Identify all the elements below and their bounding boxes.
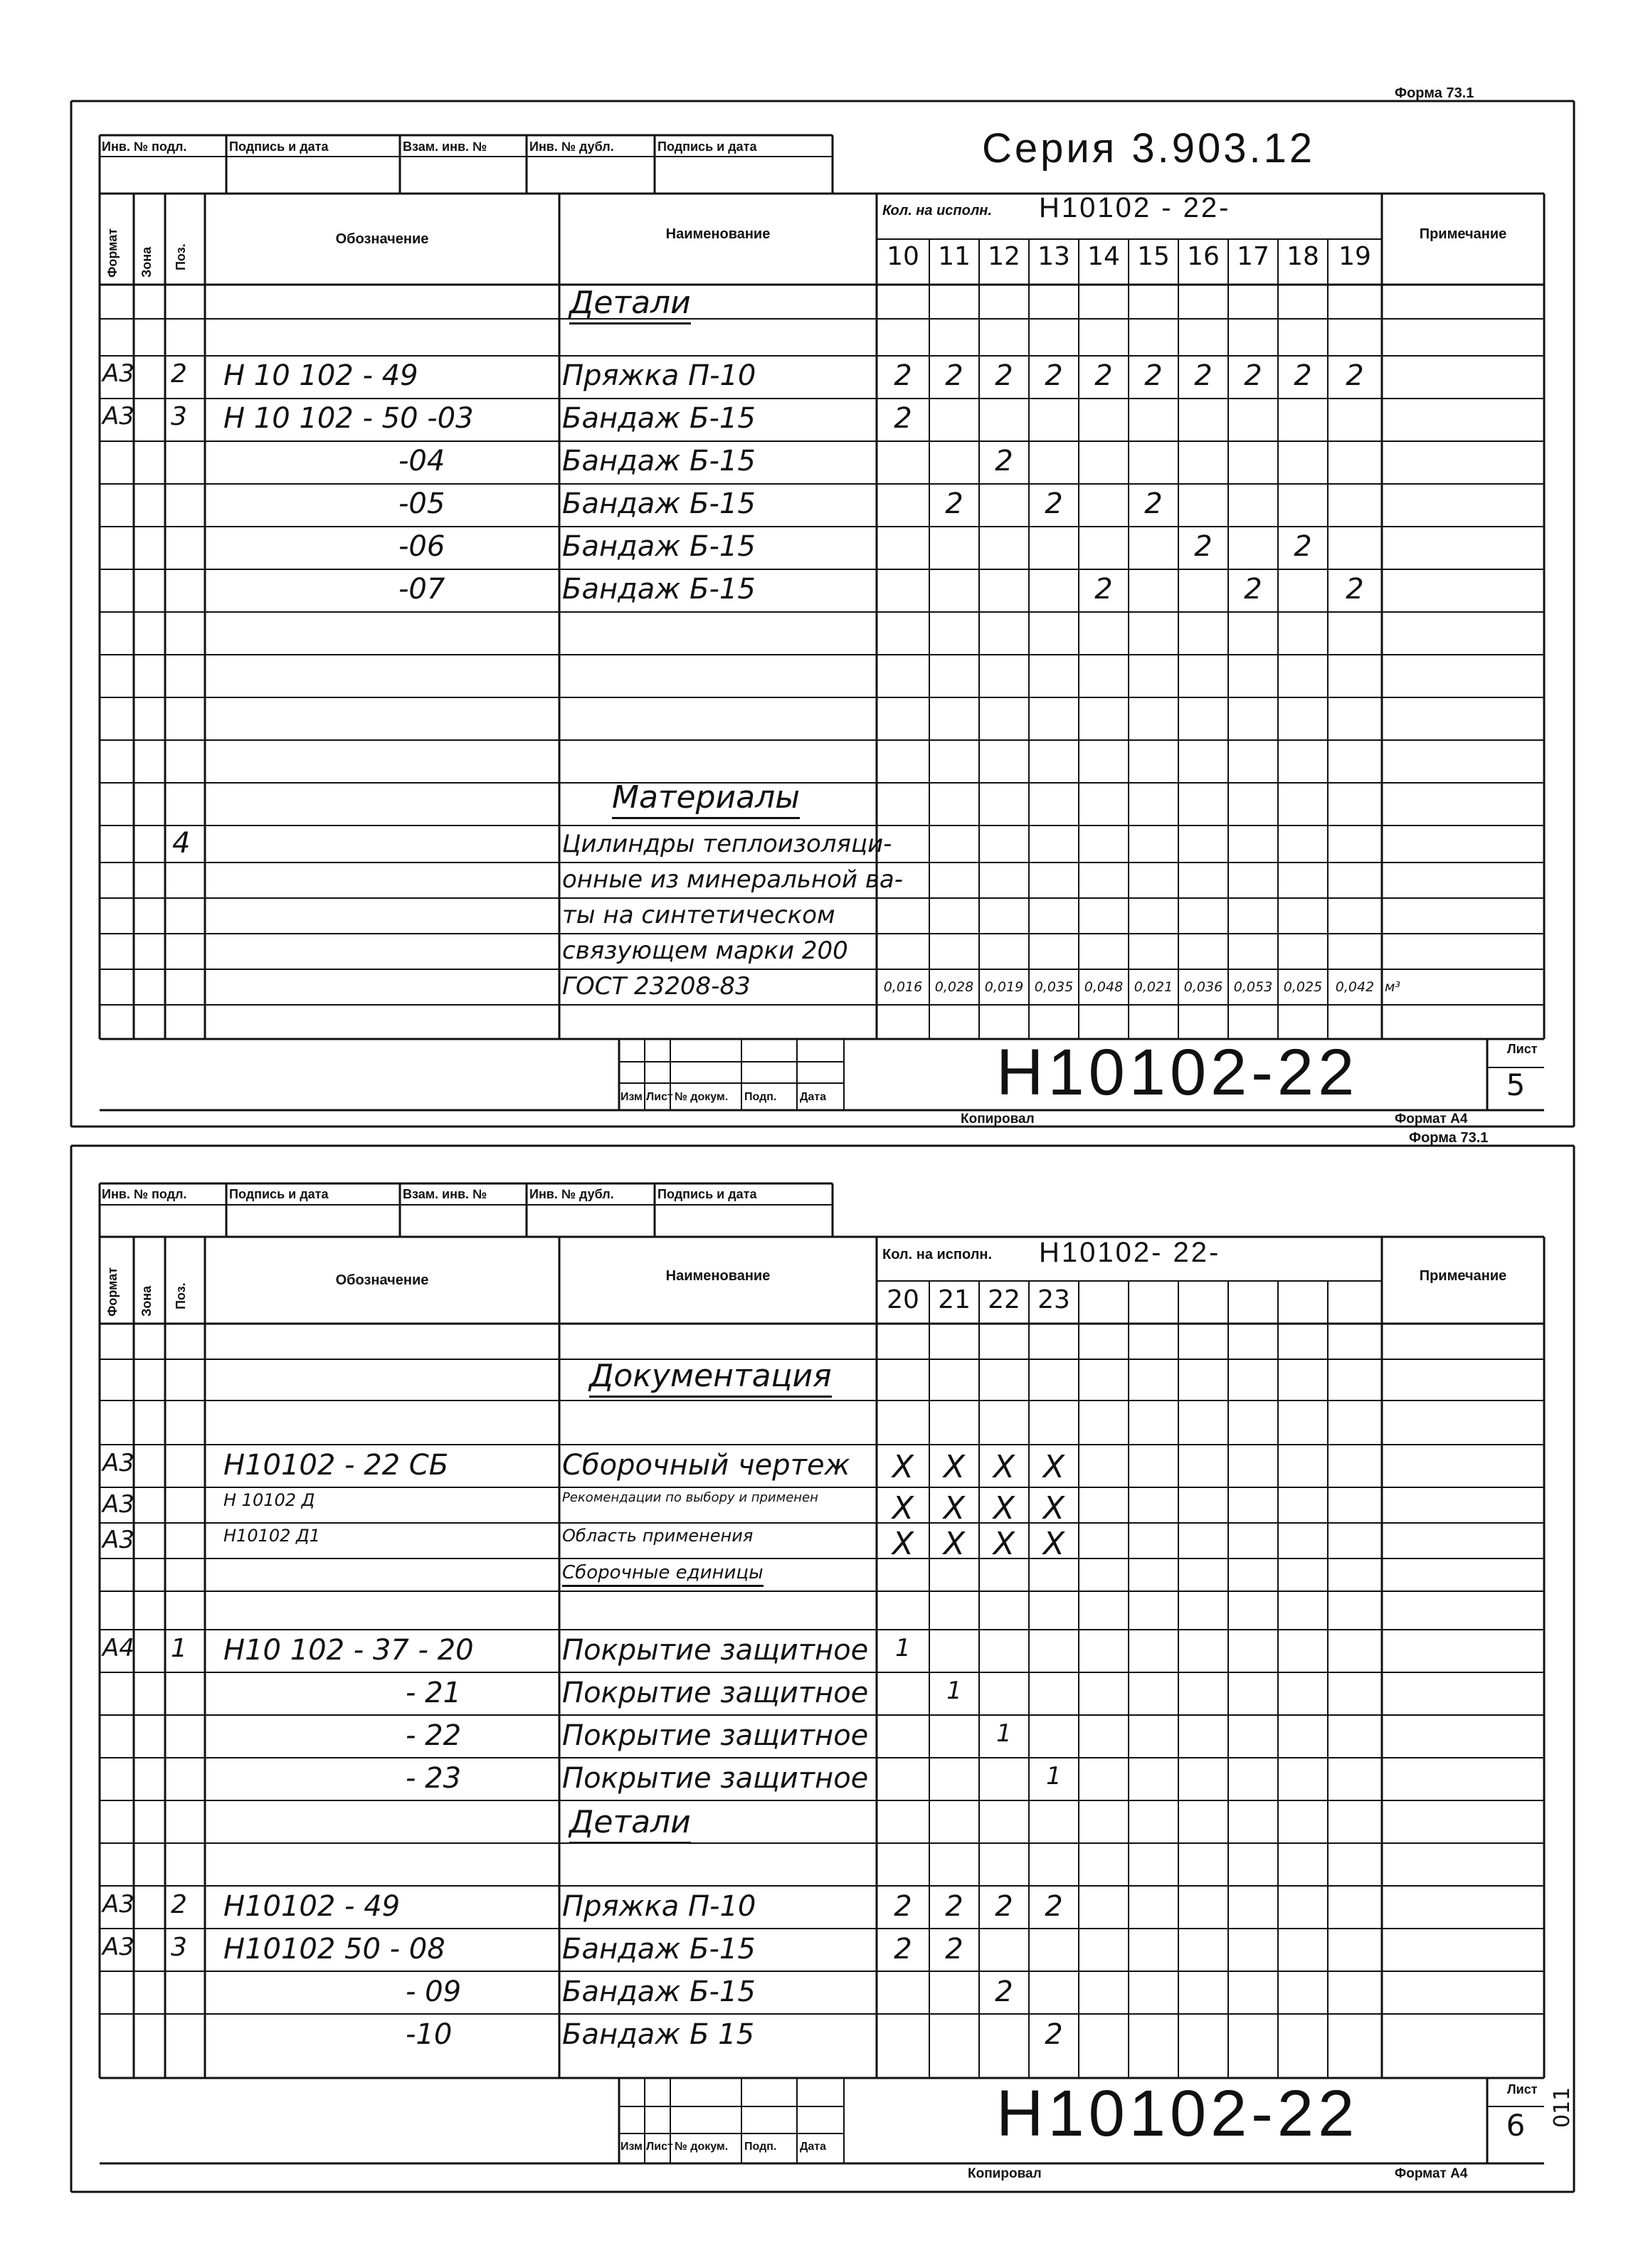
variant-col: 19 [1338, 242, 1371, 271]
row-name: Покрытие защитное [562, 1677, 869, 1709]
row-designation: - 21 [406, 1677, 462, 1709]
row-designation: -05 [398, 487, 445, 520]
row-format: А4 [102, 1634, 134, 1662]
oboznachenie-header: Обозначение [335, 1272, 429, 1288]
primechanie-header: Примечание [1419, 1268, 1507, 1284]
row-poz: 3 [171, 1933, 187, 1962]
row-designation: Н 10 102 - 50 -03 [223, 402, 474, 435]
kopiroval-label: Копировал [961, 1112, 1035, 1127]
kopiroval-label: Копировал [968, 2166, 1042, 2181]
row-quantity: 2 [1294, 530, 1312, 563]
variant-col: 13 [1037, 242, 1070, 271]
row-quantity: 2 [995, 1890, 1013, 1923]
side-mark: 011 [1550, 2087, 1575, 2128]
list-label: Лист [1507, 1042, 1538, 1056]
mat-q: 0,025 [1283, 979, 1323, 995]
row-quantity: 2 [945, 1933, 963, 1966]
inv-podl-label: Инв. № подл. [102, 1187, 187, 1201]
row-name: Бандаж Б-15 [562, 573, 756, 606]
section-title-text: Детали [569, 1804, 691, 1844]
row-designation: -07 [398, 573, 445, 606]
row-quantity: X [943, 1526, 966, 1562]
list-label: Лист [1507, 2082, 1538, 2096]
mat-q: 0,019 [984, 979, 1024, 995]
mat-q: 0,035 [1034, 979, 1074, 995]
row-quantity: 2 [1244, 359, 1262, 392]
row-name: Область применения [562, 1526, 754, 1546]
row-name: Сборочный чертеж [562, 1449, 850, 1482]
mat-line: ГОСТ 23208-83 [562, 972, 751, 1001]
format-col-header: Формат [105, 1267, 120, 1317]
row-quantity: 2 [1045, 2018, 1063, 2051]
row-designation: Н 10 102 - 49 [223, 359, 418, 392]
naimenovanie-header: Наименование [665, 226, 771, 242]
row-name: Бандаж Б-15 [562, 487, 756, 520]
stamp-col-label: № докум. [675, 1091, 729, 1103]
row-format: А3 [102, 359, 134, 388]
row-designation: Н10 102 - 37 - 20 [223, 1634, 474, 1667]
row-quantity: X [892, 1449, 914, 1485]
section-title-parts-2 [569, 1804, 691, 1840]
kol-code: Н10102- 22- [1039, 1237, 1221, 1268]
row-poz: 3 [171, 402, 187, 431]
row-name: Бандаж Б-15 [562, 1976, 756, 2008]
row-designation: - 22 [406, 1719, 462, 1752]
format-label: Формат А4 [1395, 1112, 1468, 1127]
row-quantity: 2 [1244, 573, 1262, 606]
row-quantity: 2 [894, 1890, 912, 1923]
mat-line: онные из минеральной ва- [562, 865, 903, 894]
row-quantity: X [943, 1490, 966, 1526]
inv-dubl-label: Инв. № дубл. [529, 1187, 614, 1201]
format-col-header: Формат [105, 228, 120, 278]
row-name: Бандаж Б-15 [562, 445, 756, 478]
poz-col-header: Поз. [174, 243, 188, 270]
stamp-col-label: Дата [800, 1091, 827, 1103]
podpis-data-label: Подпись и дата [229, 1187, 329, 1201]
row-quantity: 1 [946, 1677, 962, 1705]
row-poz: 1 [171, 1634, 187, 1663]
series-title: Серия 3.903.12 [982, 125, 1316, 172]
row-quantity: 2 [894, 359, 912, 392]
row-name: Бандаж Б-15 [562, 402, 756, 435]
row-quantity: 2 [945, 359, 963, 392]
podpis-data-label: Подпись и дата [229, 139, 329, 154]
oboznachenie-header: Обозначение [335, 231, 429, 247]
row-format: А3 [102, 1890, 134, 1919]
variant-col: 20 [887, 1285, 919, 1314]
row-name: Бандаж Б-15 [562, 530, 756, 563]
poz-col-header: Поз. [174, 1282, 188, 1309]
section-title-parts [569, 285, 691, 321]
stamp-col-label: Подп. [744, 1091, 777, 1103]
variant-col: 17 [1237, 242, 1269, 271]
podpis-data2-label: Подпись и дата [657, 1187, 757, 1201]
row-name: Бандаж Б-15 [562, 1933, 756, 1966]
format-label: Формат А4 [1395, 2166, 1468, 2181]
variant-col: 23 [1037, 1285, 1070, 1314]
row-designation: -10 [406, 2018, 453, 2051]
row-quantity: 2 [1194, 359, 1213, 392]
variant-col: 11 [938, 242, 971, 271]
variant-col: 22 [988, 1285, 1020, 1314]
stamp-code: Н10102-22 [996, 2077, 1359, 2150]
variant-col: 15 [1137, 242, 1170, 271]
row-quantity: 2 [1194, 530, 1213, 563]
row-quantity: 1 [996, 1719, 1012, 1748]
row-quantity: 2 [995, 359, 1013, 392]
mat-q: 0,036 [1183, 979, 1223, 995]
inv-podl-label: Инв. № подл. [102, 139, 187, 154]
variant-col: 21 [938, 1285, 971, 1314]
row-name: Покрытие защитное [562, 1762, 869, 1795]
mat-line: связующем марки 200 [562, 937, 848, 965]
row-designation: -06 [398, 530, 445, 563]
row-quantity: 2 [1144, 359, 1163, 392]
variant-col: 12 [988, 242, 1020, 271]
mat-q: 0,053 [1233, 979, 1273, 995]
variant-col: 10 [887, 242, 919, 271]
zona-col-header: Зона [139, 1285, 154, 1317]
mat-unit: м³ [1385, 979, 1400, 995]
inv-dubl-label: Инв. № дубл. [529, 139, 614, 154]
mat-line: Цилиндры теплоизоляци- [562, 830, 892, 858]
row-quantity: 2 [1094, 359, 1113, 392]
row-quantity: X [993, 1526, 1015, 1562]
variant-col: 16 [1187, 242, 1220, 271]
row-name: Рекомендации по выбору и применен [562, 1490, 818, 1505]
row-format: А3 [102, 402, 134, 431]
mat-q: 0,021 [1134, 979, 1173, 995]
stamp-col-label: Изм [620, 1091, 643, 1103]
mat-q: 0,028 [934, 979, 974, 995]
row-designation: Н10102 - 22 СБ [223, 1449, 449, 1482]
row-name: Пряжка П-10 [562, 1890, 756, 1923]
row-poz: 2 [171, 359, 187, 389]
row-designation: Н 10102 Д [223, 1490, 315, 1510]
row-quantity: X [892, 1526, 914, 1562]
row-quantity: 2 [1045, 1890, 1063, 1923]
row-quantity: 2 [995, 1976, 1013, 2008]
zona-col-header: Зона [139, 246, 154, 278]
row-quantity: X [892, 1490, 914, 1526]
row-name: Покрытие защитное [562, 1634, 869, 1667]
stamp-col-label: Дата [800, 2141, 827, 2153]
row-name: Покрытие защитное [562, 1719, 869, 1752]
row-quantity: X [1042, 1526, 1065, 1562]
list-number: 5 [1506, 1067, 1526, 1102]
row-designation: Н10102 - 49 [223, 1890, 401, 1923]
row-name: Пряжка П-10 [562, 359, 756, 392]
row-quantity: 2 [995, 445, 1013, 478]
row-quantity: X [1042, 1449, 1065, 1485]
row-quantity: X [1042, 1490, 1065, 1526]
section-title-text: Документация [589, 1358, 832, 1398]
vzam-inv-label: Взам. инв. № [403, 1187, 487, 1201]
forma-label: Форма 73.1 [1395, 85, 1474, 101]
row-poz: 2 [171, 1890, 187, 1919]
section-title-text: Детали [569, 285, 691, 325]
row-quantity: 2 [1346, 359, 1364, 392]
row-format: А3 [102, 1933, 134, 1961]
mat-q: 0,048 [1084, 979, 1124, 995]
kol-label: Кол. на исполн. [882, 1247, 993, 1262]
list-number: 6 [1506, 2108, 1526, 2143]
row-format: А3 [102, 1449, 134, 1477]
naimenovanie-header: Наименование [665, 1268, 771, 1284]
row-quantity: 2 [945, 1890, 963, 1923]
vzam-inv-label: Взам. инв. № [403, 139, 487, 154]
stamp-col-label: Лист [646, 1091, 673, 1103]
row-name: Бандаж Б 15 [562, 2018, 755, 2051]
row-quantity: 2 [1294, 359, 1312, 392]
row-quantity: 2 [1346, 573, 1364, 606]
row-format: А3 [102, 1526, 134, 1554]
mat-line: ты на синтетическом [562, 901, 835, 929]
row-quantity: X [993, 1449, 1015, 1485]
row-quantity: 2 [1045, 359, 1063, 392]
forma-label-2: Форма 73.1 [1409, 1130, 1489, 1146]
row-quantity: 2 [894, 1933, 912, 1966]
kol-label: Кол. на исполн. [882, 203, 992, 218]
row-quantity: X [943, 1449, 966, 1485]
row-designation: Н10102 Д1 [223, 1526, 321, 1546]
variant-col: 14 [1087, 242, 1120, 271]
stamp-col-label: Изм [620, 2141, 643, 2153]
section-title-text: Сборочные единицы [562, 1562, 764, 1587]
stamp-col-label: Подп. [744, 2141, 777, 2153]
mat-q: 0,016 [883, 979, 923, 995]
row-quantity: X [993, 1490, 1015, 1526]
row-designation: Н10102 50 - 08 [223, 1933, 445, 1966]
section-title-documentation [589, 1358, 832, 1394]
stamp-code: Н10102-22 [996, 1036, 1359, 1109]
row-designation: - 09 [406, 1976, 462, 2008]
row-quantity: 2 [1094, 573, 1113, 606]
podpis-data2-label: Подпись и дата [657, 139, 757, 154]
row-quantity: 2 [894, 402, 912, 435]
row-quantity: 2 [945, 487, 963, 520]
row-quantity: 2 [1144, 487, 1163, 520]
variant-col: 18 [1287, 242, 1319, 271]
section-title-materials [612, 779, 800, 816]
primechanie-header: Примечание [1419, 226, 1507, 242]
row-designation: -04 [398, 445, 445, 478]
mat-poz: 4 [172, 827, 191, 860]
kol-code: Н10102 - 22- [1039, 192, 1231, 223]
row-quantity: 1 [895, 1634, 911, 1662]
row-format: А3 [102, 1490, 134, 1519]
row-quantity: 2 [1045, 487, 1063, 520]
row-designation: - 23 [406, 1762, 462, 1795]
row-quantity: 1 [1046, 1762, 1062, 1790]
stamp-col-label: Лист [646, 2141, 673, 2153]
section-title-text: Материалы [612, 779, 800, 819]
mat-q: 0,042 [1335, 979, 1375, 995]
section-title-assembly-units [562, 1562, 764, 1583]
stamp-col-label: № докум. [675, 2141, 729, 2153]
